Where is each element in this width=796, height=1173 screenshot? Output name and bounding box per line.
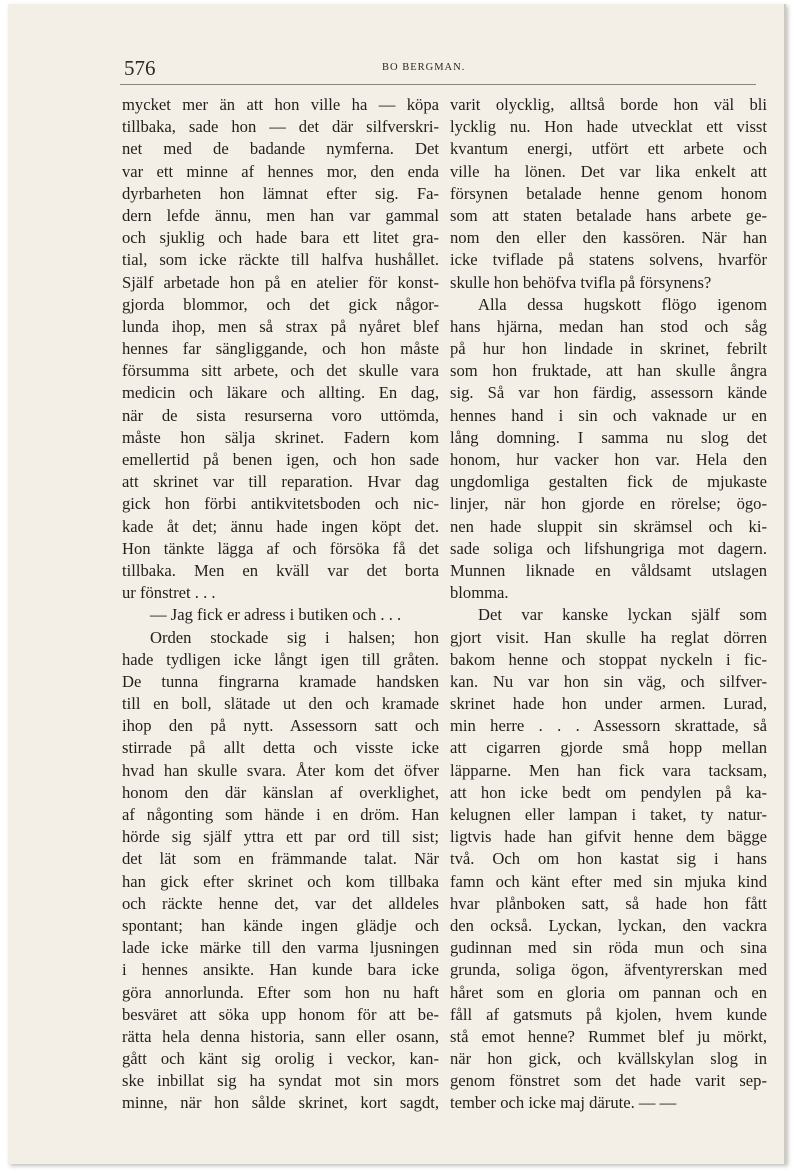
text-line: grunda, soliga ögon, äfventyrerskan med [450, 960, 767, 980]
text-line: nom den eller den kassören. När han [450, 228, 767, 248]
text-line: han gick efter skrinet och kom tillbaka [122, 871, 439, 891]
text-line: famn och känt efter med sin mjuka kind [450, 871, 767, 891]
text-line: kade åt det; ännu hade ingen köpt det. [122, 516, 439, 536]
text-line: på hur hon lindade in skrinet, febrilt [450, 339, 767, 359]
text-line: lunda ihop, men så strax på nyåret blef [122, 316, 439, 336]
text-line: kan. Nu var hon sin väg, och silfver- [450, 671, 767, 691]
text-line: tial, som icke räckte till halfva hushållet. [122, 250, 439, 270]
text-line: var ett minne af hennes mor, den enda [122, 161, 439, 181]
running-head: BO BERGMAN. [382, 62, 466, 73]
text-line: dyrbarheten hon lämnat efter sig. Fa- [122, 183, 439, 203]
text-line: gudinnan med sin röda mun och sina [450, 938, 767, 958]
text-line: hennes hand i sin och vaknade ur en [450, 405, 767, 425]
text-line: besväret att söka upp honom för att be- [122, 1004, 439, 1024]
text-line: net med de badande nymferna. Det [122, 139, 439, 159]
text-line: gick hon förbi antikvitetsboden och nic- [122, 494, 439, 514]
text-line: fåll af gatsmuts på kjolen, hvem kunde [450, 1004, 767, 1024]
book-page [8, 4, 786, 1164]
text-line: ske inbillat sig ha syndat mot sin mors [122, 1071, 439, 1091]
text-line: skrinet hade hon under armen. Lurad, [450, 694, 767, 714]
text-line: hvad han skulle svara. Åter kom det öfver [122, 760, 439, 780]
text-line: Själf arbetade hon på en atelier för konst- [122, 272, 439, 292]
text-line: icke tviflade på statens solvens, hvarför [450, 250, 767, 270]
text-line: tillbaka, sade hon — det där silfverskri- [122, 117, 439, 137]
text-line: medicin och läkare och allting. En dag, [122, 383, 439, 403]
text-line: lade icke märke till den varma ljusningen [122, 938, 439, 958]
text-line: måste hon sälja skrinet. Fadern kom [122, 427, 439, 447]
text-line: försumma sitt arbete, och det skulle vara [122, 361, 439, 381]
text-line: mycket mer än att hon ville ha — köpa [122, 95, 439, 114]
text-line: att skrinet var till reparation. Hvar dag [122, 472, 439, 492]
text-line: göra annorlunda. Efter som hon nu haft [122, 982, 439, 1002]
text-line: den också. Lyckan, lyckan, den vackra [450, 915, 767, 935]
text-line: kvantum energi, utfört ett arbete och [450, 139, 767, 159]
text-line: ungdomliga gestalten fick de mjukaste [450, 472, 767, 492]
text-line: det lät som en främmande talat. När [122, 849, 439, 869]
text-line: gått och känt sig orolig i veckor, kan- [122, 1049, 439, 1069]
text-line: hörde sig själf yttra ett par ord till sist; [122, 827, 439, 847]
text-line: linjer, när hon gjorde en rörelse; ögo- [450, 494, 767, 514]
text-line: håret som en gloria om pannan och en [450, 982, 767, 1002]
text-line: Hon tänkte lägga af och försöka få det [122, 538, 439, 558]
text-line: De tunna fingrarna kramade handsken [122, 671, 439, 691]
text-line: hade tydligen icke långt igen till gråten. [122, 649, 439, 669]
text-line: tillbaka. Men en kväll var det borta [122, 560, 439, 580]
text-line: nen hade sluppit sin skrämsel och ki- [450, 516, 767, 536]
text-line: honom den där känslan af overklighet, [122, 782, 439, 802]
text-line: tember och icke maj därute. — — [450, 1093, 677, 1113]
text-line: som att staten betalade hans arbete ge- [450, 205, 767, 225]
text-line: ihop den på nytt. Assessorn satt och [122, 716, 439, 736]
text-line: hvar plånboken satt, så hade hon fått [450, 893, 767, 913]
text-line: att cigarren gjorde små hopp mellan [450, 738, 767, 758]
text-line: gjort visit. Han skulle ha reglat dörren [450, 627, 767, 647]
text-line: som hon fruktade, att han skulle ångra [450, 361, 767, 381]
text-line: min herre . . . Assessorn skrattade, så [450, 716, 767, 736]
text-line: till en boll, slätade ut den och kramade [122, 694, 439, 714]
text-line: två. Och om hon kastat sig i hans [450, 849, 767, 869]
text-line: försynen betalade henne genom honom [450, 183, 767, 203]
text-line: ur fönstret . . . [122, 583, 216, 603]
text-line: hans hjärna, medan han stod och såg [450, 316, 767, 336]
text-line: genom fönstret som det hade varit sep- [450, 1071, 767, 1091]
text-line: blomma. [450, 583, 509, 603]
text-line: läpparne. Men han fick vara tacksam, [450, 760, 767, 780]
text-line: kelugnen eller lampan i taket, ty natur- [450, 805, 767, 824]
text-line: skulle hon behöfva tvifla på försynens? [450, 272, 712, 292]
text-line: gjorda blommor, och det gick någor- [122, 294, 439, 314]
text-line: af någonting som hände i en dröm. Han [122, 805, 439, 824]
left-text-column [122, 94, 439, 1115]
text-line: emellertid på benen igen, och hon sade [122, 450, 439, 469]
text-line: Det var kanske lyckan själf som [478, 605, 767, 625]
text-line: hennes far sängliggande, och hon måste [122, 339, 439, 359]
text-line: och sjuklig och hade bara ett litet gra- [122, 228, 439, 248]
text-line: sig. Så var hon färdig, assessorn kände [450, 383, 767, 403]
text-line: Orden stockade sig i halsen; hon [150, 627, 439, 647]
text-line: — Jag fick er adress i butiken och . . . [150, 605, 402, 625]
text-line: spontant; han kände ingen glädje och [122, 915, 439, 935]
text-line: och räckte henne det, var det alldeles [122, 893, 439, 913]
text-line: lycklig nu. Hon hade utvecklat ett visst [450, 117, 767, 137]
text-line: bakom henne och stoppat nyckeln i fic- [450, 649, 767, 669]
text-line: när hon gick, och kvällskylan slog in [450, 1049, 767, 1069]
page-number: 576 [124, 56, 156, 80]
text-line: ville ha lönen. Det var lika enkelt att [450, 161, 767, 181]
text-line: sade soliga och lifshungriga mot dagern. [450, 538, 767, 558]
text-line: stirrade på allt detta och visste icke [122, 738, 439, 758]
text-line: lång domning. I samma nu slog det [450, 427, 767, 447]
text-line: ligtvis hade han gifvit henne dem bägge [450, 827, 767, 847]
text-line: att hon icke bedt om pendylen på ka- [450, 782, 767, 802]
text-line: Alla dessa hugskott flögo igenom [478, 294, 767, 314]
text-line: minne, när hon sålde skrinet, kort sagdt, [122, 1093, 439, 1113]
right-text-column [450, 94, 767, 1115]
text-line: rätta hela denna historia, sann eller osann, [122, 1026, 439, 1046]
text-line: varit olycklig, alltså borde hon väl bli [450, 95, 767, 114]
text-line: honom, hur vacker hon var. Hela den [450, 450, 767, 469]
text-line: när de sista resurserna voro uttömda, [122, 405, 439, 425]
text-line: stå emot henne? Rummet blef ju mörkt, [450, 1026, 767, 1046]
text-line: dern lefde ännu, men han var gammal [122, 205, 439, 225]
text-line: i hennes ansikte. Han kunde bara icke [122, 960, 439, 980]
page-header [120, 54, 756, 85]
text-line: Munnen liknade en våldsamt utslagen [450, 560, 767, 580]
